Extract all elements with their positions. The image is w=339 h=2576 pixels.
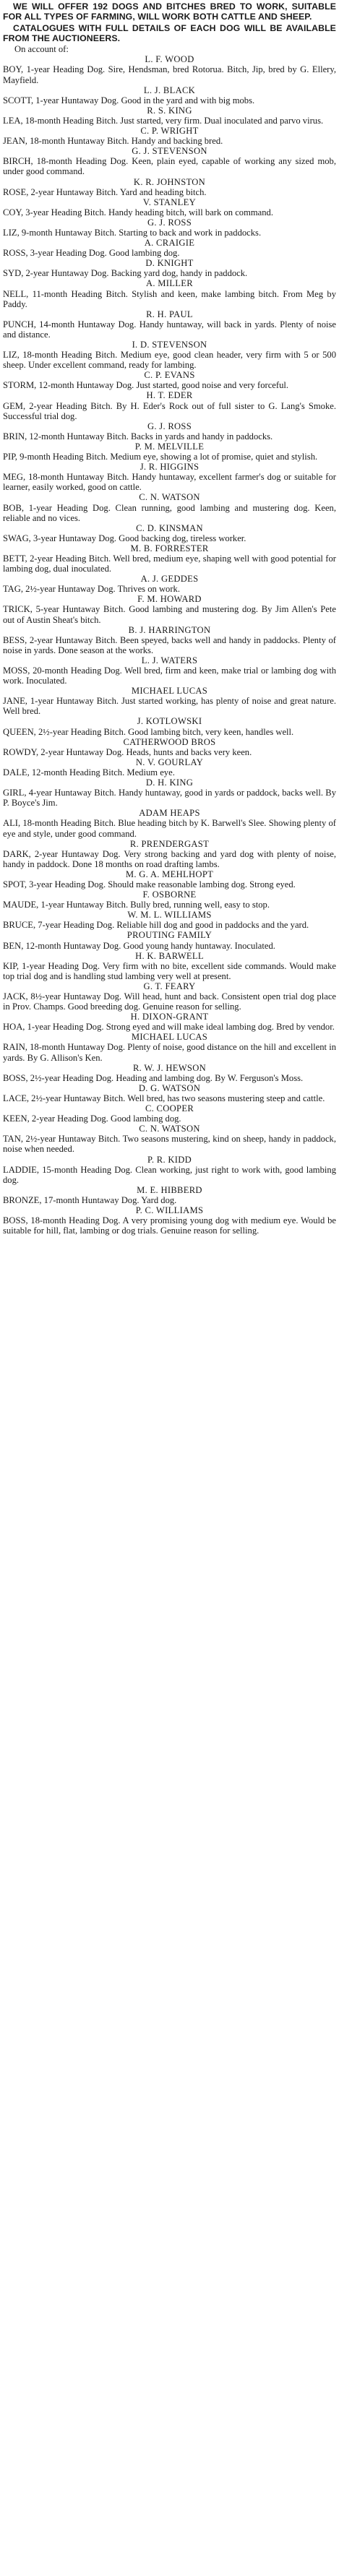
dog-description: COY, 3-year Heading Bitch. Handy heading bitch, will bark on command. (3, 207, 273, 217)
intro-paragraph-1: WE WILL OFFER 192 DOGS AND BITCHES BRED TO WORK, SUITABLE FOR ALL TYPES OF FARMING, WILL WORK BOTH CATTLE AND SHEEP. (3, 1, 336, 22)
vendor-name: R. PRENDERGAST (129, 838, 210, 849)
vendor-name: C. N. WATSON (139, 492, 200, 503)
vendor-name: I. D. STEVENSON (132, 340, 207, 350)
dog-entry (3, 1083, 336, 1103)
dog-entry (3, 105, 336, 126)
dog-description: BESS, 2-year Huntaway Bitch. Been speyed, backs well and handy in paddocks. Plenty of noise in yards. Done season at the works. (3, 634, 336, 655)
dog-description: LIZ, 18-month Heading Bitch. Medium eye, good clean header, very firm with 5 or 500 sheep. Under excellent command, ready for lambing. (3, 350, 336, 371)
vendor-name: D. KNIGHT (145, 258, 194, 269)
dog-entry (3, 625, 336, 655)
dog-entry (3, 217, 336, 238)
dog-entry (3, 340, 336, 370)
dog-entry (3, 737, 336, 757)
dog-description: ROSS, 3-year Heading Dog. Good lambing dog. (3, 248, 180, 259)
dog-description: QUEEN, 2½-year Heading Bitch. Good lambing bitch, very keen, handles well. (3, 726, 294, 737)
dog-description: BOY, 1-year Heading Dog. Sire, Hendsman, bred Rotorua. Bitch, Jip, bred by G. Ellery, Mayfield. (3, 64, 336, 85)
vendor-name: L. J. BLACK (143, 85, 196, 95)
dog-description: NELL, 11-month Heading Bitch. Stylish and keen, make lambing bitch. From Meg by Paddy. (3, 288, 336, 309)
vendor-name: G. J. ROSS (147, 421, 192, 431)
dog-entry (3, 951, 336, 981)
dog-description: PUNCH, 14-month Huntaway Dog. Handy huntaway, will back in yards. Plenty of noise and distance. (3, 319, 336, 340)
vendor-name: V. STANLEY (142, 197, 197, 207)
dog-description: LEA, 18-month Heading Bitch. Just started, very firm. Dual inoculated and parvo virus. (3, 115, 324, 126)
dog-description: BEN, 12-month Huntaway Dog. Good young handy huntaway. Inoculated. (3, 940, 275, 951)
vendor-name: G. J. ROSS (147, 217, 192, 228)
dog-description: KEEN, 2-year Heading Dog. Good lambing dog. (3, 1113, 181, 1124)
dog-description: GIRL, 4-year Huntaway Bitch. Handy huntaway, good in yards or paddock, backs well. By P. Boyce's Jim. (3, 788, 336, 809)
dog-entry (3, 54, 336, 85)
vendor-name: G. J. STEVENSON (132, 146, 207, 157)
dog-entry (3, 1185, 336, 1205)
vendor-name: F. OSBORNE (142, 889, 197, 900)
dog-entry (3, 655, 336, 686)
vendor-name: C. P. WRIGHT (140, 126, 199, 137)
vendor-name: D. G. WATSON (138, 1082, 201, 1093)
dog-description: SCOTT, 1-year Huntaway Dog. Good in the yard and with big mobs. (3, 95, 255, 105)
dog-entry (3, 686, 336, 716)
dog-entry (3, 930, 336, 950)
dog-entry (3, 869, 336, 889)
dog-description: TAG, 2½-year Huntaway Dog. Thrives on work. (3, 584, 180, 595)
dog-entry (3, 543, 336, 574)
vendor-name: R. W. J. HEWSON (132, 1062, 207, 1073)
dog-entry (3, 421, 336, 441)
dog-description: TRICK, 5-year Huntaway Bitch. Good lambing and mustering dog. By Jim Allen's Pete out of Austin Sheat's bitch. (3, 604, 336, 625)
vendor-name: B. J. HARRINGTON (128, 624, 211, 635)
dog-entry (3, 441, 336, 462)
dog-entry (3, 390, 336, 421)
vendor-name: P. R. KIDD (147, 1154, 192, 1165)
dog-entry (3, 757, 336, 777)
vendor-name: F. M. HOWARD (137, 594, 202, 605)
dog-description: LACE, 2½-year Huntaway Bitch. Well bred, has two seasons mustering steep and cattle. (3, 1093, 325, 1103)
dog-description: STORM, 12-month Huntaway Dog. Just started, good noise and very forceful. (3, 380, 289, 391)
dog-entry (3, 126, 336, 146)
vendor-name: N. V. GOURLAY (135, 757, 204, 767)
vendor-name: A. J. GEDDES (140, 574, 199, 585)
dog-description: JEAN, 18-month Huntaway Bitch. Handy and backing bred. (3, 136, 223, 147)
vendor-name: H. DIXON-GRANT (130, 1012, 209, 1022)
dog-entry (3, 981, 336, 1012)
dog-description: ALI, 18-month Heading Bitch. Blue heading bitch by K. Barwell's Slee. Showing plenty of eye and style, under good command. (3, 818, 336, 839)
dog-description: ROSE, 2-year Huntaway Bitch. Yard and heading bitch. (3, 186, 207, 197)
vendor-name: A. MILLER (146, 278, 193, 289)
dog-description: BOB, 1-year Heading Dog. Clean running, good lambing and mustering dog. Keen, reliable and no vices. (3, 502, 336, 523)
vendor-name: H. T. EDER (146, 390, 193, 401)
dog-entry (3, 808, 336, 838)
dog-entry (3, 1103, 336, 1124)
vendor-name: C. COOPER (145, 1103, 194, 1114)
dog-entry (3, 309, 336, 340)
vendor-name: M. G. A. MEHLHOPT (125, 869, 214, 879)
vendor-name: M. E. HIBBERD (137, 1184, 202, 1195)
vendor-name: G. T. FEARY (143, 981, 196, 991)
dog-description: DALE, 12-month Heading Bitch. Medium eye. (3, 767, 175, 777)
dog-description: TAN, 2½-year Huntaway Bitch. Two seasons mustering, kind on sheep, handy in paddock, noise when needed. (3, 1134, 336, 1155)
dog-description: BRONZE, 17-month Huntaway Dog. Yard dog. (3, 1194, 177, 1205)
dog-entry (3, 910, 336, 930)
dog-description: BOSS, 18-month Heading Dog. A very promising young dog with medium eye. Would be suitable for hill, flat, lambing or dog trials. Genuine reason for selling. (3, 1215, 336, 1236)
dog-description: GEM, 2-year Heading Bitch. By H. Eder's Rock out of full sister to G. Lang's Smoke. Successful trial dog. (3, 400, 336, 421)
dog-entry (3, 177, 336, 197)
dog-entry (3, 492, 336, 522)
vendor-name: C. N. WATSON (139, 1124, 200, 1134)
dog-description: ROWDY, 2-year Huntaway Dog. Heads, hunts and backs very keen. (3, 746, 252, 757)
dog-description: BOSS, 2½-year Heading Dog. Heading and lambing dog. By W. Ferguson's Moss. (3, 1072, 304, 1083)
dog-description: JANE, 1-year Huntaway Bitch. Just started working, has plenty of noise and great nature. Well bred. (3, 696, 336, 717)
vendor-name: CATHERWOOD BROS (123, 736, 216, 747)
dog-description: BRUCE, 7-year Heading Dog. Reliable hill dog and good in paddocks and the yard. (3, 920, 309, 931)
vendor-name: M. B. FORRESTER (130, 543, 209, 553)
dog-description: SYD, 2-year Huntaway Dog. Backing yard dog, handy in paddock. (3, 268, 248, 279)
dog-description: PIP, 9-month Heading Bitch. Medium eye, showing a lot of promise, quiet and stylish. (3, 452, 318, 462)
dog-entry (3, 574, 336, 594)
vendor-name: PROUTING FAMILY (126, 930, 213, 941)
dog-entry (3, 146, 336, 176)
vendor-name: W. M. L. WILLIAMS (127, 910, 212, 921)
dog-entry (3, 1063, 336, 1083)
dog-entry (3, 1155, 336, 1185)
vendor-name: K. R. JOHNSTON (133, 176, 206, 187)
dog-entry (3, 1205, 336, 1236)
dog-entry (3, 258, 336, 278)
dog-entry (3, 462, 336, 492)
intro-paragraph-2: CATALOGUES WITH FULL DETAILS OF EACH DOG WILL BE AVAILABLE FROM THE AUCTIONEERS. (3, 22, 336, 43)
vendor-name: MICHAEL LUCAS (131, 1032, 208, 1043)
vendor-name: L. J. WATERS (141, 655, 198, 665)
dog-entry (3, 594, 336, 624)
vendor-name: C. D. KINSMAN (136, 522, 203, 533)
on-account-of-label: On account of: (14, 44, 69, 55)
dog-description: MAUDE, 1-year Huntaway Bitch. Bully bred, running well, easy to stop. (3, 900, 270, 910)
dog-description: JACK, 8½-year Huntaway Dog. Will head, hunt and back. Consistent open trial dog place in Prov. Champs. Good breeding dog. Genuine reason for selling. (3, 991, 336, 1012)
vendor-name: J. KOTLOWSKI (137, 716, 202, 727)
vendor-name: MICHAEL LUCAS (131, 686, 208, 697)
vendor-name: H. K. BARWELL (135, 950, 204, 961)
dog-entry (3, 85, 336, 105)
vendor-name: R. H. PAUL (146, 309, 193, 319)
vendor-name: P. C. WILLIAMS (135, 1205, 204, 1215)
dog-description: SWAG, 3-year Huntaway Dog. Good backing dog, tireless worker. (3, 533, 246, 543)
dog-description: SPOT, 3-year Heading Dog. Should make reasonable lambing dog. Strong eyed. (3, 879, 296, 889)
dog-entry (3, 1032, 336, 1062)
dog-description: BRIN, 12-month Huntaway Bitch. Backs in yards and handy in paddocks. (3, 431, 273, 441)
dog-entry (3, 1012, 336, 1032)
dog-description: LADDIE, 15-month Heading Dog. Clean working, just right to work with, good lambing dog. (3, 1164, 336, 1185)
dog-entry (3, 889, 336, 910)
dog-description: MEG, 18-month Huntaway Bitch. Handy huntaway, excellent farmer's dog or suitable for learner, easily worked, good on cattle. (3, 472, 336, 493)
dog-entry (3, 716, 336, 736)
vendor-name: J. R. HIGGINS (140, 462, 199, 473)
dog-description: BETT, 2-year Heading Bitch. Well bred, medium eye, shaping well with good potential for lambing dog, dual inoculated. (3, 553, 336, 574)
vendor-name: L. F. WOOD (145, 54, 194, 65)
dog-entry (3, 523, 336, 543)
dog-description: HOA, 1-year Heading Dog. Strong eyed and will make ideal lambing dog. Bred by vendor. (3, 1022, 335, 1033)
vendor-name: C. P. EVANS (144, 370, 195, 381)
dog-description: BIRCH, 18-month Heading Dog. Keen, plain eyed, capable of working any sized mob, under good command. (3, 156, 336, 177)
dog-description: LIZ, 9-month Huntaway Bitch. Starting to back and work in paddocks. (3, 227, 262, 238)
dog-entry (3, 370, 336, 390)
dog-entry (3, 777, 336, 808)
vendor-name: R. S. KING (147, 105, 192, 116)
dog-entry (3, 1124, 336, 1154)
dog-entry (3, 839, 336, 869)
dog-entry (3, 238, 336, 258)
dog-entry (3, 278, 336, 309)
vendor-name: D. H. KING (145, 777, 194, 788)
dog-description: KIP, 1-year Heading Dog. Very firm with no bite, excellent side commands. Would make top trial dog and is handling stud lambing very well at present. (3, 960, 336, 981)
vendor-name: P. M. MELVILLE (134, 441, 205, 452)
dog-entry-list (3, 54, 336, 1236)
dog-entry (3, 197, 336, 217)
dog-description: MOSS, 20-month Heading Dog. Well bred, firm and keen, make trial or lambing dog with work. Inoculated. (3, 665, 336, 686)
dog-description: DARK, 2-year Huntaway Dog. Very strong backing and yard dog with plenty of noise, handy in paddock. Done 18 months on road drafting lambs. (3, 848, 336, 869)
vendor-name: A. CRAIGIE (144, 238, 195, 249)
dog-description: RAIN, 18-month Huntaway Dog. Plenty of noise, good distance on the hill and excellent in yards. By G. Allison's Ken. (3, 1042, 336, 1063)
vendor-name: ADAM HEAPS (139, 808, 200, 819)
